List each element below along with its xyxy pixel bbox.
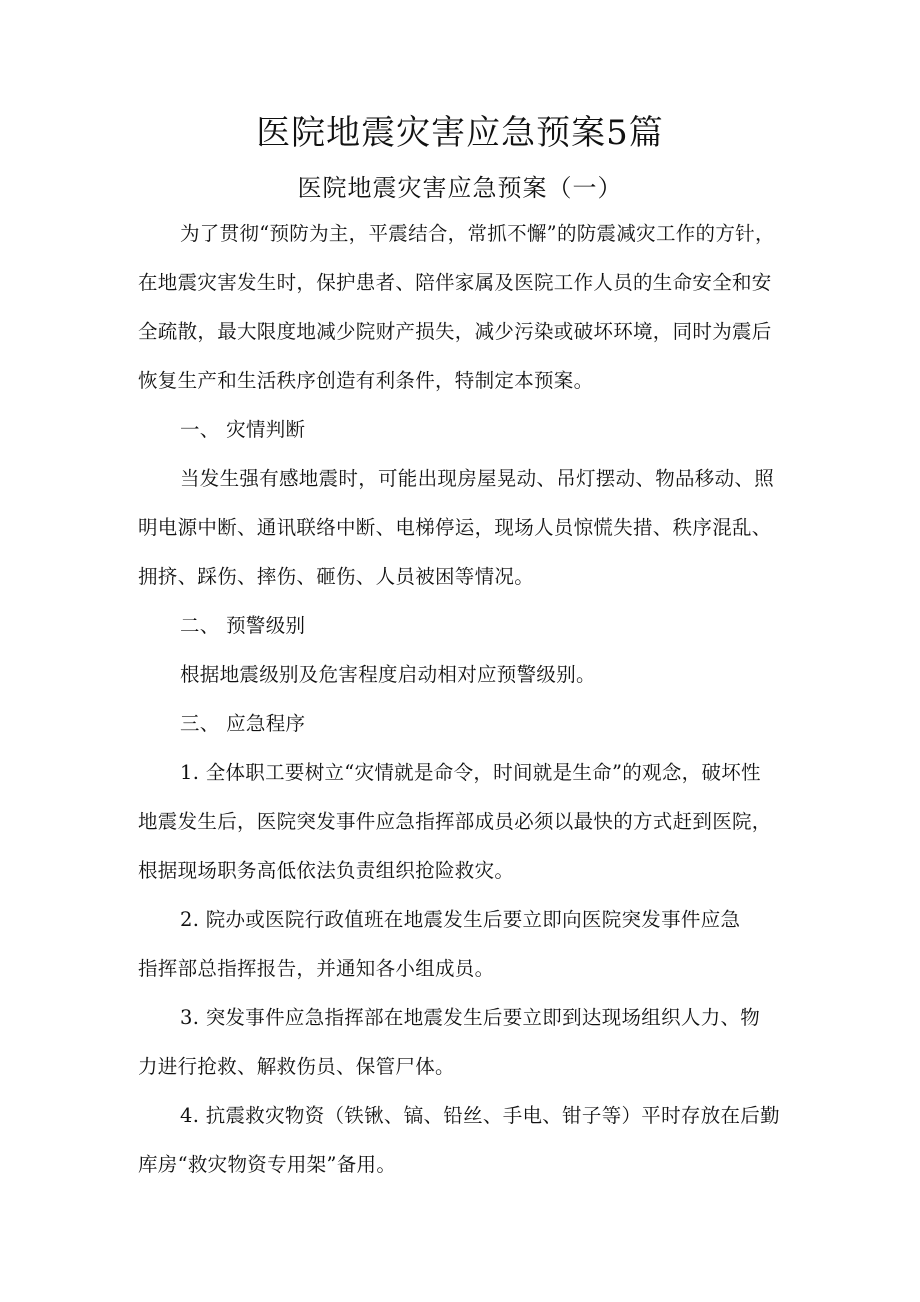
list-item-line: 2. 院办或医院行政值班在地震发生后要立即向医院突发事件应急	[180, 908, 741, 931]
list-item-line: 地震发生后，医院突发事件应急指挥部成员必须以最快的方式赶到医院，	[138, 810, 772, 833]
list-item-line: 根据现场职务高低依法负责组织抢险救灾。	[138, 859, 515, 882]
list-item-line: 力进行抢救、解救伤员、保管尸体。	[138, 1055, 455, 1078]
list-item-line: 3. 突发事件应急指挥部在地震发生后要立即到达现场组织人力、物	[180, 1006, 761, 1029]
list-item-line: 库房“救灾物资专用架”备用。	[138, 1153, 397, 1176]
section-text-line: 拥挤、踩伤、摔伤、砸伤、人员被困等情况。	[138, 565, 535, 588]
list-item-line: 4. 抗震救灾物资（铁锹、镐、铅丝、手电、钳子等）平时存放在后勤	[180, 1104, 780, 1127]
section-heading: 二、 预警级别	[180, 614, 306, 637]
intro-line: 恢复生产和生活秩序创造有利条件，特制定本预案。	[138, 369, 594, 392]
document-subtitle: 医院地震灾害应急预案（一）	[297, 174, 623, 202]
section-text-line: 当发生强有感地震时，可能出现房屋晃动、吊灯摆动、物品移动、照	[180, 467, 775, 490]
section-heading: 一、 灾情判断	[180, 418, 306, 441]
intro-line: 全疏散，最大限度地减少院财产损失，减少污染或破坏环境，同时为震后	[138, 320, 772, 343]
intro-line: 在地震灾害发生时，保护患者、陪伴家属及医院工作人员的生命安全和安	[138, 271, 772, 294]
section-text-line: 明电源中断、通讯联络中断、电梯停运，现场人员惊慌失措、秩序混乱、	[138, 516, 772, 539]
section-text-line: 根据地震级别及危害程度启动相对应预警级别。	[180, 663, 596, 686]
list-item-line: 1. 全体职工要树立“灾情就是命令，时间就是生命”的观念，破坏性	[180, 761, 761, 784]
list-item-line: 指挥部总指挥报告，并通知各小组成员。	[138, 957, 495, 980]
section-heading: 三、 应急程序	[180, 712, 306, 735]
document-title: 医院地震灾害应急预案5篇	[256, 113, 664, 153]
intro-line: 为了贯彻“预防为主，平震结合，常抓不懈”的防震减灾工作的方针，	[180, 222, 775, 245]
